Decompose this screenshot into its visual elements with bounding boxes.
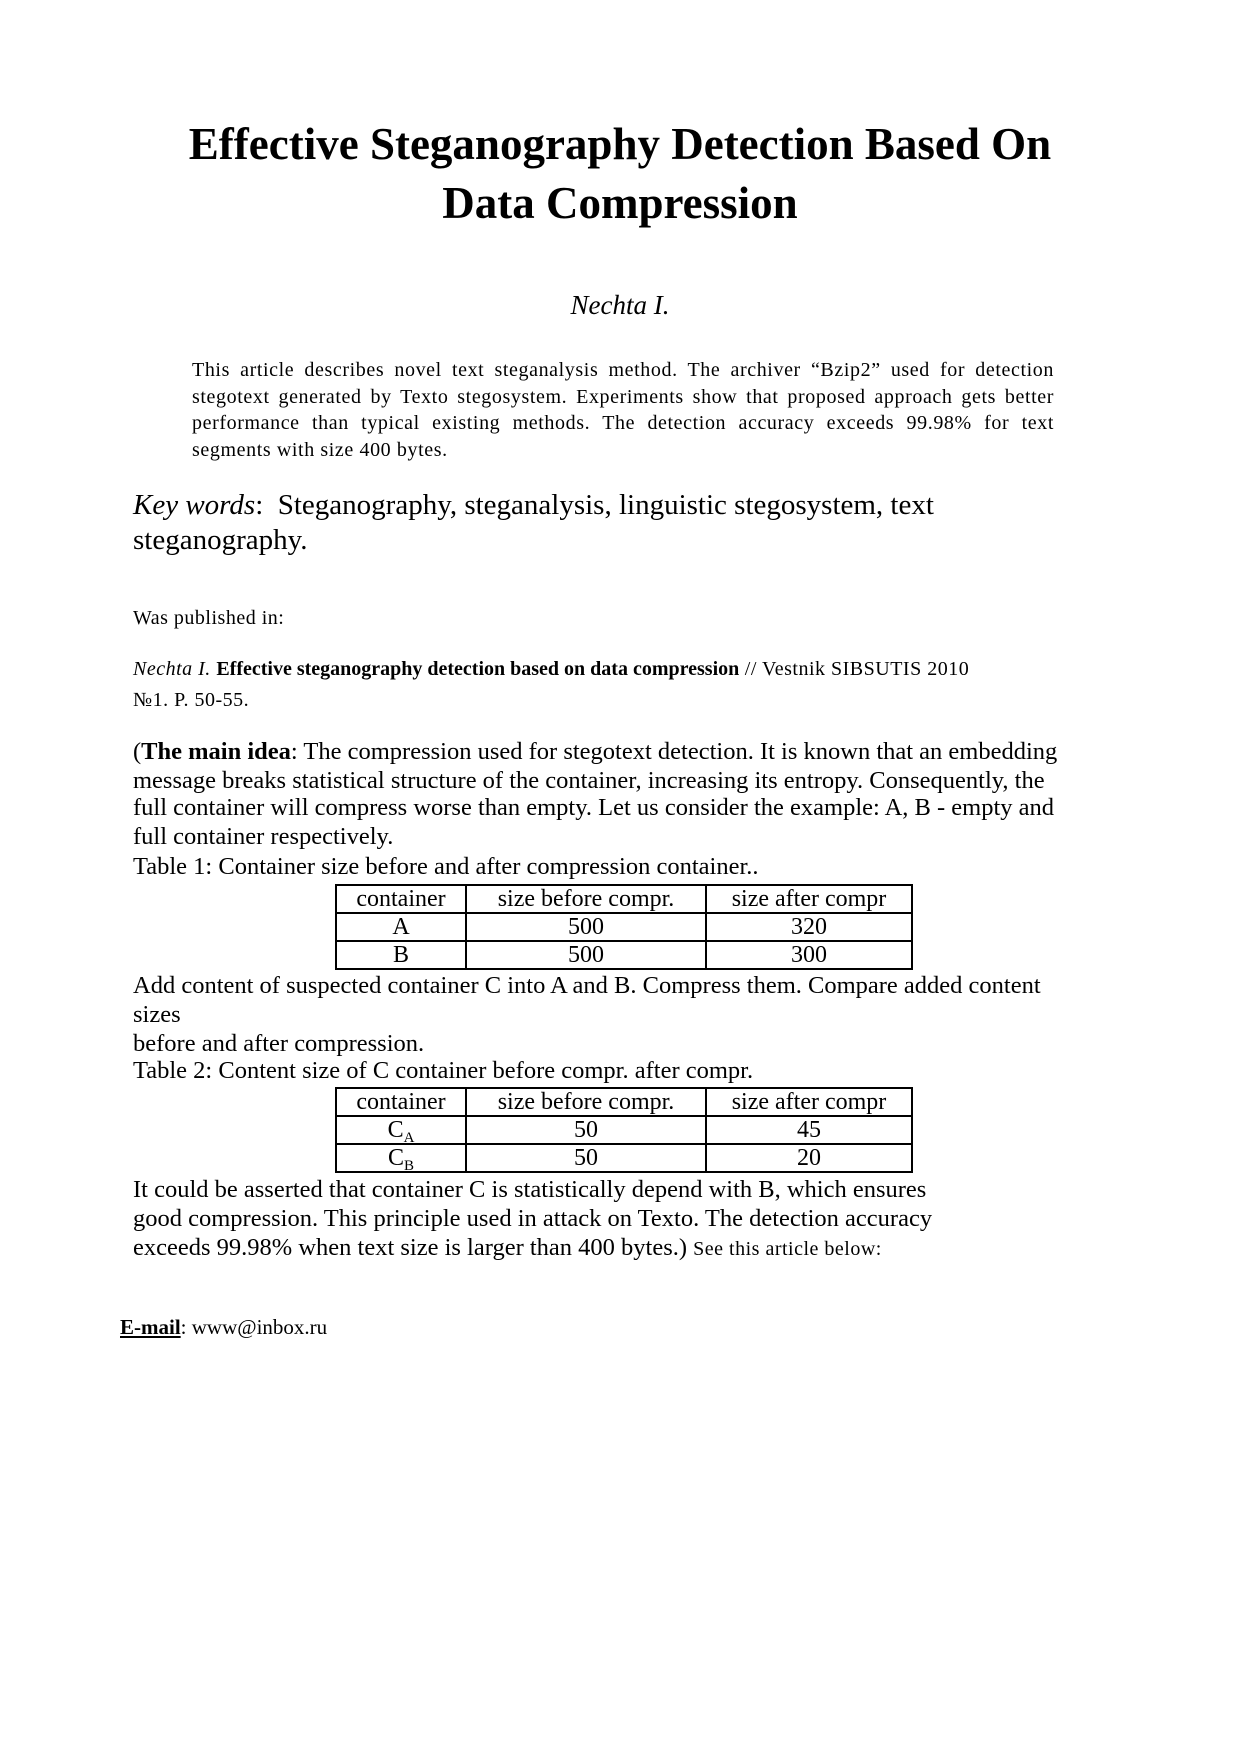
main-idea-text: : The compression used for stegotext detection. It is known that an embedding	[290, 738, 1058, 765]
see-below: See this article below:	[693, 1238, 882, 1260]
table-cell: 20	[706, 1144, 912, 1172]
middle-line-3: before and after compression.	[133, 1030, 425, 1057]
table-header: size before compr.	[466, 885, 706, 913]
keywords-line-2: steganography.	[133, 524, 308, 556]
conclusion-text: exceeds 99.98% when text size is larger than 400 bytes.)	[133, 1234, 688, 1261]
table1-caption: Table 1: Container size before and after compression container..	[133, 853, 759, 880]
table-header: size after compr	[706, 885, 912, 913]
container-label: C	[387, 1145, 404, 1171]
container-subscript: A	[403, 1130, 415, 1146]
main-idea-line-2: message breaks statistical structure of the container, increasing its entropy. Consequently, the	[133, 767, 1045, 794]
main-idea-line-1	[133, 738, 1057, 766]
abstract: This article describes novel text steganalysis method. The archiver “Bzip2” used for detection stegotext generated by Texto stegosystem. Experiments show that proposed approach gets better performance than typical existing methods. The detection accuracy exceeds 99.98% for text segments with size 400 bytes.	[192, 359, 1054, 462]
title-line-2: Data Compression	[442, 178, 798, 228]
main-idea-label: The main idea	[141, 738, 291, 765]
table-row	[336, 1144, 912, 1172]
table-cell: 300	[706, 941, 912, 969]
title-line-1: Effective Steganography Detection Based On	[188, 119, 1052, 169]
table-row	[336, 913, 912, 941]
main-idea-line-3: full container will compress worse than empty. Let us consider the example: A, B - empty and	[133, 794, 1055, 821]
keywords-line-1: Steganography, steganalysis, linguistic stegosystem, text	[277, 489, 934, 521]
citation-title: Effective steganography detection based on data compression	[216, 658, 740, 680]
open-paren: (	[133, 738, 142, 765]
middle-line-1: Add content of suspected container C into A and B. Compress them. Compare added content	[133, 972, 1041, 999]
table-header-row	[336, 1088, 912, 1116]
table-row	[336, 941, 912, 969]
table-header: container	[336, 885, 466, 913]
keywords-colon: :	[255, 489, 264, 521]
middle-line-2: sizes	[133, 1001, 181, 1028]
published-label: Was published in:	[133, 607, 285, 629]
author: Nechta I.	[570, 290, 670, 320]
table-header-row	[336, 885, 912, 913]
keywords-label: Key words	[133, 489, 256, 521]
main-idea-line-4: full container respectively.	[133, 823, 394, 850]
table-row	[336, 1116, 912, 1144]
table-header: size before compr.	[466, 1088, 706, 1116]
table-cell: 50	[466, 1144, 706, 1172]
conclusion-line-1: It could be asserted that container C is statistically depend with B, which ensures	[133, 1176, 927, 1203]
citation	[133, 658, 969, 681]
table-cell: B	[336, 941, 466, 969]
citation-line-2: №1. P. 50-55.	[133, 689, 250, 711]
email	[120, 1315, 327, 1340]
table-cell: 500	[466, 913, 706, 941]
table2	[335, 1087, 913, 1173]
citation-author: Nechta I.	[133, 658, 211, 680]
email-address[interactable]: : www@inbox.ru	[180, 1315, 328, 1339]
table2-caption: Table 2: Content size of C container before compr. after compr.	[133, 1057, 754, 1084]
table-cell: 320	[706, 913, 912, 941]
table-cell	[336, 1144, 466, 1172]
container-label: C	[387, 1117, 404, 1143]
table-header: container	[336, 1088, 466, 1116]
table-cell	[336, 1116, 466, 1144]
email-label: E-mail	[120, 1315, 181, 1339]
table-header: size after compr	[706, 1088, 912, 1116]
container-subscript: B	[404, 1158, 415, 1174]
table-cell: 45	[706, 1116, 912, 1144]
table-cell: 50	[466, 1116, 706, 1144]
table1	[335, 884, 913, 970]
conclusion-line-3	[133, 1234, 882, 1262]
citation-journal: // Vestnik SIBSUTIS 2010	[744, 658, 970, 680]
table-cell: 500	[466, 941, 706, 969]
conclusion-line-2: good compression. This principle used in attack on Texto. The detection accuracy	[133, 1205, 933, 1232]
keywords	[133, 488, 934, 523]
table-cell: A	[336, 913, 466, 941]
